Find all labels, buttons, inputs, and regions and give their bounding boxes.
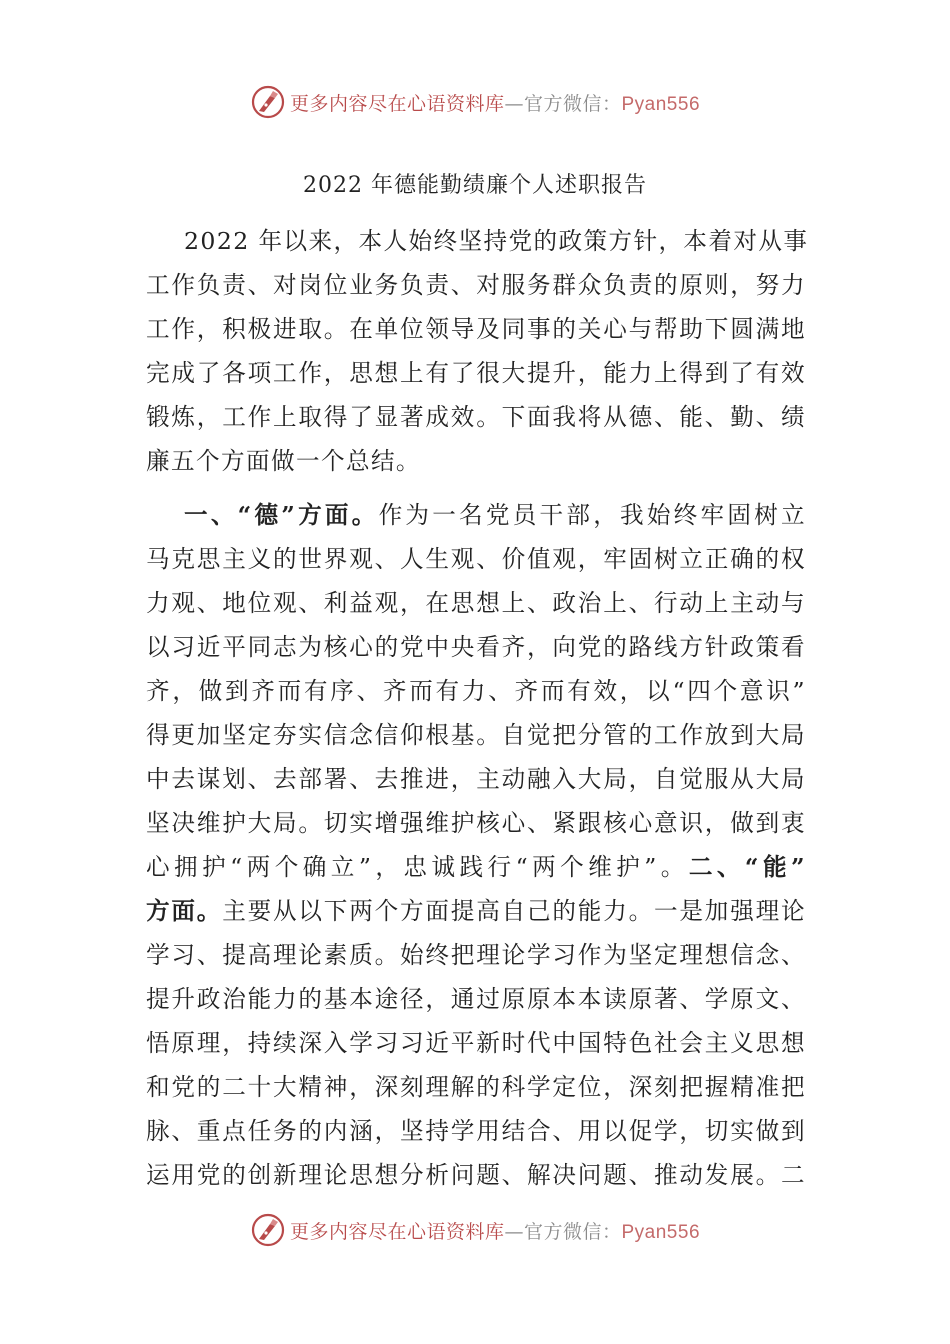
body-line: [146, 845, 806, 889]
header-watermark-banner: [0, 80, 950, 124]
body-line: [146, 493, 806, 537]
intro-line: 2022 年以来，本人始终坚持党的政策方针，本着对从事: [184, 227, 809, 255]
section-heading-neng: 二、“能”: [688, 853, 806, 881]
watermark-official-label: 官方微信：: [523, 92, 622, 115]
body-text: 心拥护“两个确立”，忠诚践行“两个维护”。: [146, 853, 689, 881]
intro-line: 工作，积极进取。在单位领导及同事的关心与帮助下圆满地: [146, 315, 806, 343]
body-text: 主要从以下两个方面提高自己的能力。一是加强理论: [222, 897, 806, 925]
watermark-official-label: 官方微信：: [523, 1220, 622, 1243]
body-line: 提升政治能力的基本途径，通过原原本本读原著、学原文、: [146, 985, 806, 1013]
body-line: 齐，做到齐而有序、齐而有力、齐而有效，以“四个意识”: [146, 677, 806, 705]
pen-nib-icon: [250, 84, 286, 120]
watermark-text: [290, 1217, 700, 1244]
body-line: 坚决维护大局。切实增强维护核心、紧跟核心意识，做到衷: [146, 809, 806, 837]
intro-line: 廉五个方面做一个总结。: [146, 447, 421, 475]
watermark-wechat-id: Pyan556: [621, 93, 701, 115]
body-line: 脉、重点任务的内涵，坚持学用结合、用以促学，切实做到: [146, 1117, 806, 1145]
document-title: 2022 年德能勤绩廉个人述职报告: [303, 173, 647, 198]
intro-line: 工作负责、对岗位业务负责、对服务群众负责的原则，努力: [146, 271, 806, 299]
body-line: 力观、地位观、利益观，在思想上、政治上、行动上主动与: [146, 589, 806, 617]
body-line: 悟原理，持续深入学习习近平新时代中国特色社会主义思想: [146, 1029, 806, 1057]
body-line: 得更加坚定夯实信念信仰根基。自觉把分管的工作放到大局: [146, 721, 806, 749]
pen-nib-icon: [250, 1212, 286, 1248]
intro-line: 锻炼，工作上取得了显著成效。下面我将从德、能、勤、绩: [146, 403, 806, 431]
section-heading-de: 一、“德”方面。: [184, 501, 379, 529]
body-line: 运用党的创新理论思想分析问题、解决问题、推动发展。二: [146, 1161, 806, 1189]
section-heading-neng-cont: 方面。: [146, 897, 223, 925]
body-line: 马克思主义的世界观、人生观、价值观，牢固树立正确的权: [146, 545, 806, 573]
body-line: 中去谋划、去部署、去推进，主动融入大局，自觉服从大局: [146, 765, 806, 793]
body-line: 学习、提高理论素质。始终把理论学习作为坚定理想信念、: [146, 941, 806, 969]
watermark-main-text: 更多内容尽在心语资料库: [289, 92, 505, 115]
footer-watermark-banner: [0, 1208, 950, 1252]
body-line: 和党的二十大精神，深刻理解的科学定位，深刻把握精准把: [146, 1073, 806, 1101]
watermark-separator: —: [504, 1220, 524, 1243]
watermark-separator: —: [504, 92, 524, 115]
watermark-text: [290, 89, 700, 116]
intro-line: 完成了各项工作，思想上有了很大提升，能力上得到了有效: [146, 359, 806, 387]
intro-paragraph: [146, 219, 809, 483]
watermark-main-text: 更多内容尽在心语资料库: [289, 1220, 505, 1243]
body-text: 作为一名党员干部，我始终牢固树立: [378, 501, 806, 529]
body-line: [146, 889, 806, 933]
body-line: 以习近平同志为核心的党中央看齐，向党的路线方针政策看: [146, 633, 806, 661]
body-paragraph: [146, 493, 806, 1197]
watermark-wechat-id: Pyan556: [621, 1221, 701, 1243]
